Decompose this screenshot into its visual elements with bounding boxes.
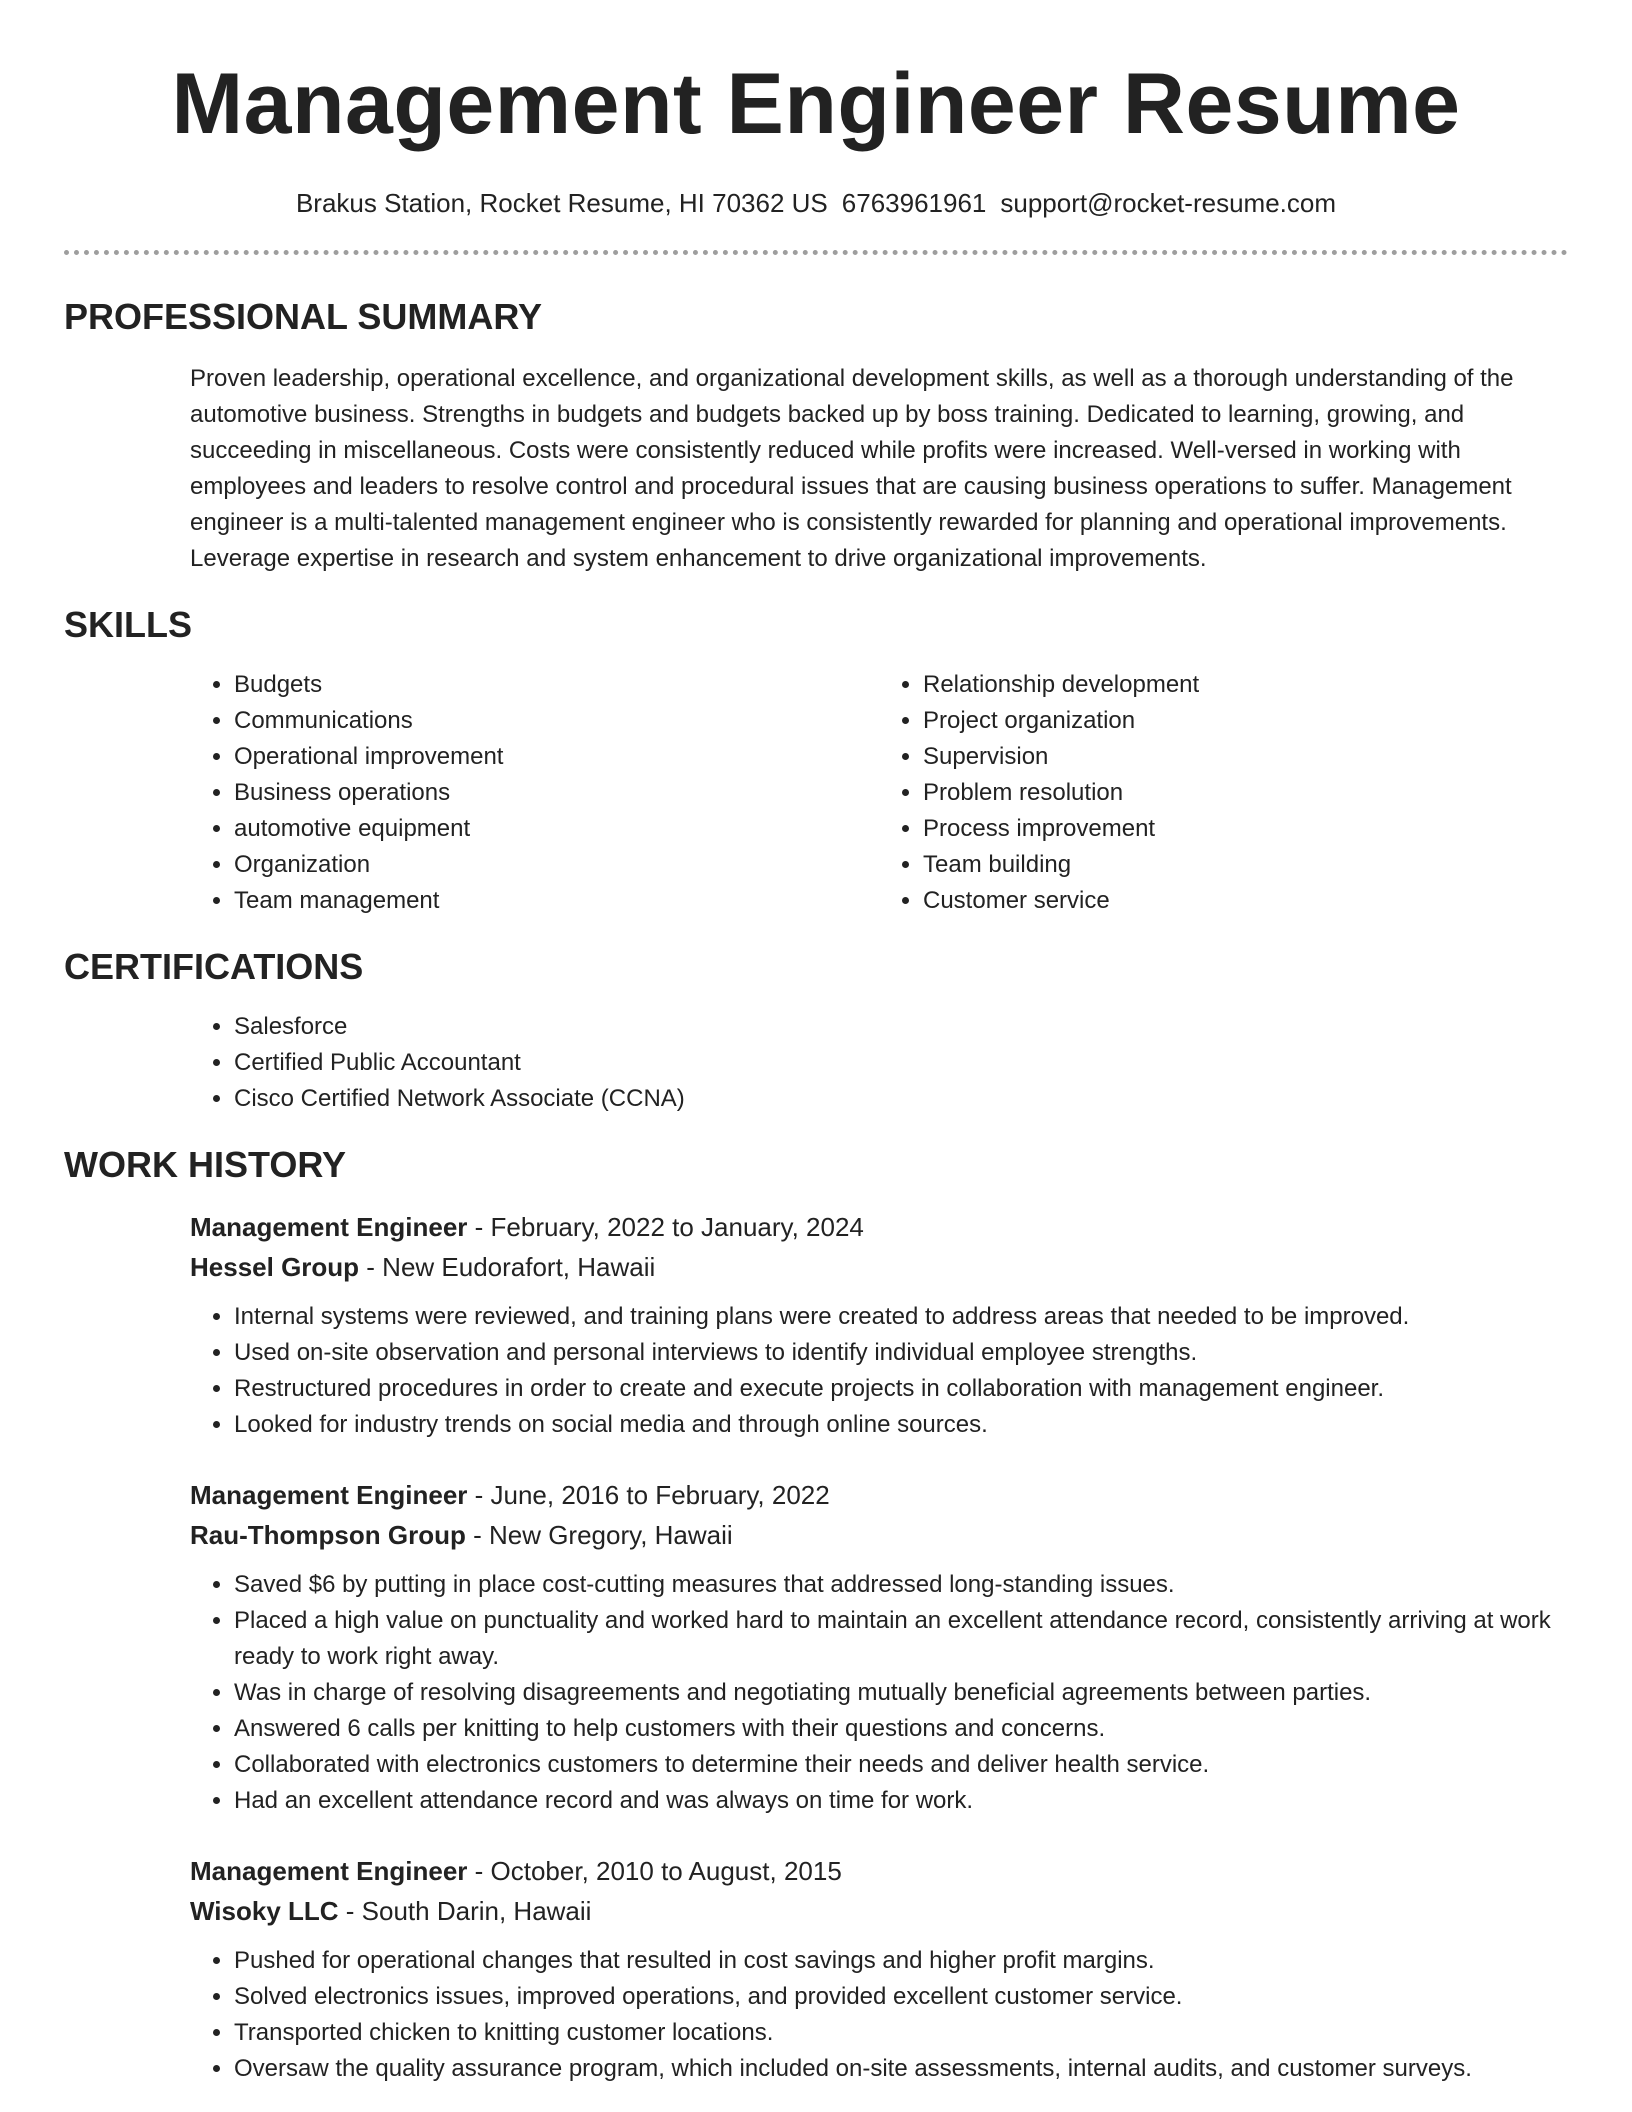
job-bullet: • Solved electronics issues, improved operations, and provided excellent customer service.	[234, 1979, 1568, 2015]
job-company-line	[190, 1891, 1568, 1931]
job-dates: - October, 2010 to August, 2015	[467, 1856, 842, 1886]
skill-item: • Operational improvement	[234, 739, 879, 775]
job-company-line	[190, 1515, 1568, 1555]
skill-item: • Team management	[234, 883, 879, 919]
job-entry	[190, 1207, 1568, 1443]
job-entry	[190, 1475, 1568, 1819]
job-entry	[190, 1851, 1568, 2087]
job-bullet: • Used on-site observation and personal interviews to identify individual employee strengths.	[234, 1335, 1568, 1371]
job-bullet: • Restructured procedures in order to create and execute projects in collaboration with management engineer.	[234, 1371, 1568, 1407]
skill-item: • Project organization	[923, 703, 1568, 739]
skill-item: • Relationship development	[923, 667, 1568, 703]
job-company-line	[190, 1247, 1568, 1287]
skill-item: • Communications	[234, 703, 879, 739]
job-bullet: • Transported chicken to knitting customer locations.	[234, 2015, 1568, 2051]
certifications-heading: CERTIFICATIONS	[64, 946, 364, 987]
certification-item: • Salesforce	[234, 1009, 1568, 1045]
summary-section	[64, 295, 1568, 577]
skills-columns	[190, 667, 1568, 919]
skill-item: • Organization	[234, 847, 879, 883]
contact-phone: 6763961961	[841, 188, 987, 218]
job-bullet: • Had an excellent attendance record and was always on time for work.	[234, 1783, 1568, 1819]
work-history-section	[64, 1143, 1568, 2087]
skills-list-left	[190, 667, 879, 919]
job-bullet: • Placed a high value on punctuality and worked hard to maintain an excellent attendance record, consistently arriving at work ready to work right away.	[234, 1603, 1568, 1675]
resume-title: Management Engineer Resume	[171, 56, 1461, 152]
skills-list-right	[879, 667, 1568, 919]
job-bullet: • Was in charge of resolving disagreements and negotiating mutually beneficial agreements between parties.	[234, 1675, 1568, 1711]
skill-item: • Business operations	[234, 775, 879, 811]
certification-item: • Cisco Certified Network Associate (CCNA)	[234, 1081, 1568, 1117]
contact-line	[0, 186, 1632, 220]
job-bullet: • Oversaw the quality assurance program, which included on-site assessments, internal audits, and customer surveys.	[234, 2051, 1568, 2087]
job-role: Management Engineer	[190, 1480, 468, 1510]
certifications-section	[64, 945, 1568, 1117]
certification-item: • Certified Public Accountant	[234, 1045, 1568, 1081]
job-title-line	[190, 1475, 1568, 1515]
header-divider	[64, 250, 1568, 255]
job-bullet: • Answered 6 calls per knitting to help customers with their questions and concerns.	[234, 1711, 1568, 1747]
job-title-line	[190, 1851, 1568, 1891]
job-role: Management Engineer	[190, 1856, 468, 1886]
job-bullets	[190, 1943, 1568, 2087]
job-company: Rau-Thompson Group	[190, 1520, 466, 1550]
summary-heading: PROFESSIONAL SUMMARY	[64, 296, 543, 337]
job-bullet: • Saved $6 by putting in place cost-cutting measures that addressed long-standing issues.	[234, 1567, 1568, 1603]
job-bullet: • Collaborated with electronics customers to determine their needs and deliver health service.	[234, 1747, 1568, 1783]
skill-item: • Supervision	[923, 739, 1568, 775]
job-bullet: • Pushed for operational changes that resulted in cost savings and higher profit margins.	[234, 1943, 1568, 1979]
job-company: Hessel Group	[190, 1252, 360, 1282]
job-dates: - June, 2016 to February, 2022	[467, 1480, 830, 1510]
summary-text: Proven leadership, operational excellence, and organizational development skills, as well as a thorough understanding of the automotive business. Strengths in budgets and budgets backed up by boss training. Dedicated to learning, growing, and succeeding in miscellaneous. Costs were consistently reduced while profits were increased. Well-versed in working with employees and leaders to resolve control and procedural issues that are causing business operations to suffer. Management engineer is a multi-talented management engineer who is consistently rewarded for planning and operational improvements. Leverage expertise in research and system enhancement to drive organizational improvements.	[190, 365, 1514, 572]
skills-section	[64, 603, 1568, 919]
job-bullets	[190, 1299, 1568, 1443]
skill-item: • Process improvement	[923, 811, 1568, 847]
work-history-heading: WORK HISTORY	[64, 1144, 347, 1185]
job-bullets	[190, 1567, 1568, 1819]
job-location: - South Darin, Hawaii	[338, 1896, 592, 1926]
job-role: Management Engineer	[190, 1212, 468, 1242]
job-company: Wisoky LLC	[190, 1896, 339, 1926]
job-dates: - February, 2022 to January, 2024	[467, 1212, 864, 1242]
skill-item: • Customer service	[923, 883, 1568, 919]
skill-item: • Team building	[923, 847, 1568, 883]
job-bullet: • Internal systems were reviewed, and training plans were created to address areas that needed to be improved.	[234, 1299, 1568, 1335]
skill-item: • automotive equipment	[234, 811, 879, 847]
contact-email: support@rocket-resume.com	[1000, 188, 1337, 218]
skill-item: • Budgets	[234, 667, 879, 703]
skills-heading: SKILLS	[64, 604, 193, 645]
job-title-line	[190, 1207, 1568, 1247]
contact-address: Brakus Station, Rocket Resume, HI 70362 US	[295, 188, 828, 218]
job-bullet: • Looked for industry trends on social media and through online sources.	[234, 1407, 1568, 1443]
job-location: - New Gregory, Hawaii	[465, 1520, 733, 1550]
certifications-list	[190, 1009, 1568, 1117]
job-location: - New Eudorafort, Hawaii	[359, 1252, 656, 1282]
skill-item: • Problem resolution	[923, 775, 1568, 811]
